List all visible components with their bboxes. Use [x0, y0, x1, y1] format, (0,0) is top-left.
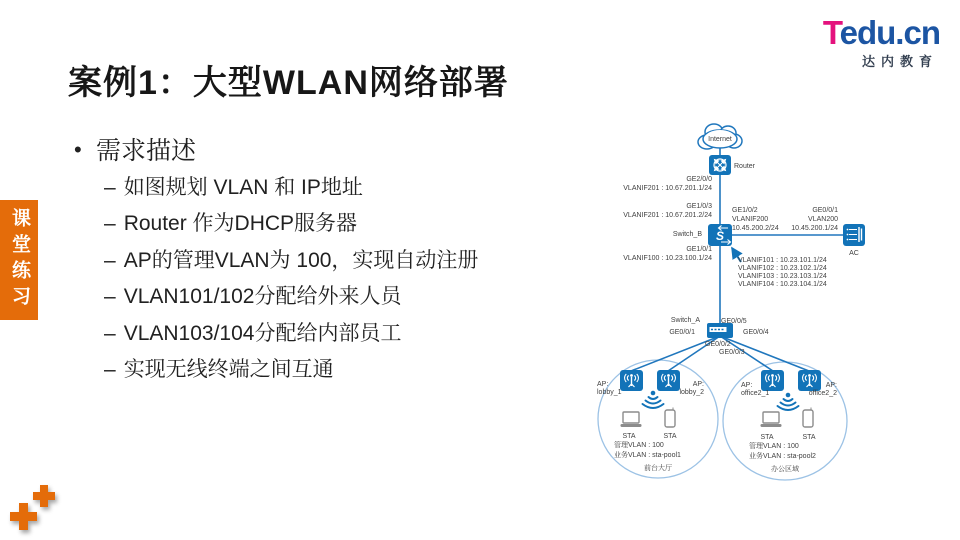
sub-bullet — [104, 170, 478, 206]
switchb-uplink-label: GE1/0/3 VLANIF201 : 10.67.201.2/24 — [623, 203, 712, 219]
router-icon — [709, 155, 731, 175]
sub-bullet-text: 实现无线终端之间互通 — [123, 358, 334, 382]
sidebar-tab-label: 课堂练习 — [9, 208, 30, 312]
phone-icon — [665, 408, 675, 428]
ac-icon — [843, 224, 865, 246]
switchb-ac-port-label: GE1/0/2 VLANIF200 10.45.200.2/24 — [732, 207, 779, 232]
ap-lobby2-icon — [657, 370, 680, 391]
plus-decoration — [0, 460, 80, 540]
sub-bullet-text: 如图规划 VLAN 和 IP地址 — [123, 176, 363, 199]
dash-glyph: – — [104, 212, 116, 236]
switcha-port-ge003: GE0/0/3 — [719, 349, 745, 356]
zone-office-ellipse — [723, 362, 847, 480]
sta-label: STA — [622, 433, 636, 440]
dash-glyph: – — [104, 358, 116, 382]
brand-t: T — [822, 14, 840, 51]
sub-bullet — [104, 279, 478, 315]
brand-subtitle: 达内教育 — [861, 54, 938, 69]
sub-bullet-text: VLAN101/102分配给外来人员 — [123, 285, 402, 309]
zone-office-service-vlan: 业务VLAN : sta-pool2 — [749, 453, 816, 460]
zone-office-name: 办公区域 — [771, 466, 799, 473]
switcha-port-ge001: GE0/0/1 — [669, 329, 695, 336]
switcha-port-ge005: GE0/0/5 — [721, 318, 747, 325]
router-label: Router — [734, 163, 756, 170]
switcha-port-ge002: GE0/0/2 — [705, 341, 731, 348]
phone-icon — [803, 408, 813, 428]
sub-bullet-text: Router 作为DHCP服务器 — [123, 212, 358, 236]
dash-glyph: – — [104, 321, 116, 345]
bullet-dot: • — [74, 137, 82, 162]
brand-rest: edu.cn — [839, 14, 940, 51]
switchb-label: Switch_B — [672, 231, 702, 238]
zone-lobby-mgmt-vlan: 管理VLAN : 100 — [614, 442, 664, 449]
sub-bullet-text: VLAN103/104分配给内部员工 — [123, 321, 402, 345]
bullet-requirements-label: 需求描述 — [96, 137, 197, 165]
ap-lobby2-label: AP: lobby_2 — [679, 381, 704, 396]
dash-glyph: – — [104, 176, 116, 199]
ac-port-label: GE0/0/1 VLAN200 10.45.200.1/24 — [791, 207, 838, 232]
wifi-signal-icon — [643, 391, 664, 408]
sta-label: STA — [760, 434, 774, 441]
zone-office-mgmt-vlan: 管理VLAN : 100 — [749, 443, 799, 450]
ap-lobby1-label: AP: lobby_1 — [597, 381, 622, 396]
ap-office1-label: AP: office2_1 — [741, 382, 770, 397]
switcha-port-ge004: GE0/0/4 — [743, 329, 769, 336]
network-diagram — [595, 115, 960, 510]
switchb-downlink-label: GE1/0/1 VLANIF100 : 10.23.100.1/24 — [623, 246, 712, 262]
ap-office2-label: AP: office2_2 — [808, 382, 837, 397]
laptop-icon — [761, 412, 782, 427]
switcha-label: Switch_A — [670, 317, 700, 324]
laptop-icon — [621, 412, 642, 427]
dash-glyph: – — [104, 248, 116, 272]
sub-bullet-text: AP的管理VLAN为 100，实现自动注册 — [123, 248, 479, 272]
internet-label: Internet — [708, 136, 732, 143]
svg-text:S: S — [715, 229, 725, 243]
ac-label: AC — [849, 250, 859, 257]
router-port-label: GE2/0/0 VLANIF201 : 10.67.201.1/24 — [623, 176, 712, 192]
sub-bullet — [104, 243, 478, 279]
sta-label: STA — [663, 433, 677, 440]
brand-logo — [823, 16, 940, 70]
sub-bullet — [104, 206, 478, 242]
zone-lobby-name: 前台大厅 — [644, 465, 672, 472]
sub-bullet — [104, 316, 478, 352]
sub-bullet — [104, 352, 478, 388]
switch-b-icon — [708, 224, 732, 246]
brand-wordmark — [823, 16, 940, 50]
page-title: 案例1：大型WLAN网络部署 — [68, 64, 509, 102]
sidebar-tab — [0, 200, 38, 320]
ap-lobby1-icon — [620, 370, 643, 391]
sub-bullet-list — [104, 170, 478, 388]
zone-lobby-service-vlan: 业务VLAN : sta-pool1 — [614, 452, 681, 459]
bullet-requirements — [74, 131, 196, 167]
switchb-vlanif-list: VLANIF101 : 10.23.101.1/24 VLANIF102 : 10.23.102.1/24 VLANIF103 : 10.23.103.1/24 VLANIF104 : 10.23.104.1/24 — [738, 257, 827, 288]
dash-glyph: – — [104, 285, 116, 309]
sta-label: STA — [802, 434, 816, 441]
wifi-signal-icon — [778, 393, 799, 410]
